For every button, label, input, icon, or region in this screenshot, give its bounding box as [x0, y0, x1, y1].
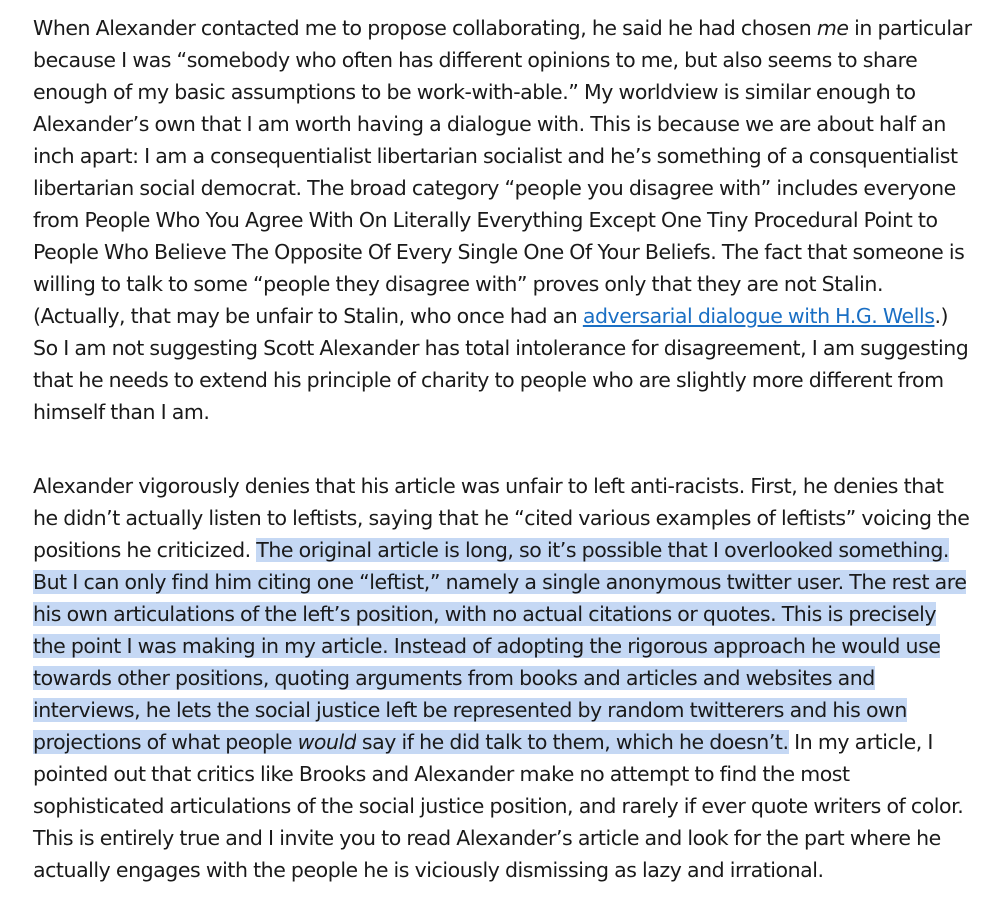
paragraph-text: in particular because I was “somebody who often has different opinions to me, but also seems to share enough of my basic assumptions to be work-with-able.” My worldview is similar enough to Alexander’s own that I am worth having a dialogue with. This is because we are about half an inch apart: I am a consequentialist libertarian socialist and he’s something of a consquentialist libertarian social democrat. The broad category “people you disagree with” includes everyone from People Who You Agree With On Literally Everything Except One Tiny Procedural Point to People Who Believe The Opposite Of Every Single One Of Your Beliefs. The fact that someone is willing to talk to some “people they disagree with” proves only that they are not Stalin. (Actually, that may be unfair to Stalin, who once had an [33, 16, 972, 328]
paragraph-text: .) So I am not suggesting Scott Alexander has total intolerance for disagreement, I am suggesting that he needs to extend his principle of charity to people who are slightly more different from himself than I am. [33, 304, 969, 424]
selected-text[interactable]: The original article is long, so it’s possible that I overlooked something. But I can only find him citing one “leftist,” namely a single anonymous twitter user. The rest are his own articulations of the left’s position, with no actual citations or quotes. This is precisely the point I was making in my article. Instead of adopting the rigorous approach he would use towards other positions, quoting arguments from books and articles and websites and interviews, he lets the social justice left be represented by random twitterers and his own projections of what people [33, 538, 967, 754]
selected-emphasis-text[interactable]: would [297, 730, 357, 754]
paragraph-text: Alexander vigorously denies that his article was unfair to left anti-racists. First, he denies that he didn’t actually listen to leftists, saying that he “cited various examples of leftists” voicing the positions he criticized. [33, 474, 970, 562]
emphasis-text: me [816, 16, 849, 40]
article-body [33, 12, 973, 886]
paragraph-collaboration [33, 12, 973, 428]
selected-text[interactable]: say if he did talk to them, which he doesn’t. [356, 730, 789, 754]
paragraph-text: When Alexander contacted me to propose collaborating, he said he had chosen [33, 16, 817, 40]
paragraph-text: In my article, I pointed out that critics like Brooks and Alexander make no attempt to find the most sophisticated articulations of the social justice position, and rarely if ever quote writers of color. This is entirely true and I invite you to read Alexander’s article and look for the part where he actually engages with the people he is viciously dismissing as lazy and irrational. [33, 730, 964, 882]
stalin-wells-dialogue-link[interactable]: adversarial dialogue with H.G. Wells [582, 304, 935, 328]
paragraph-anti-racists [33, 470, 973, 886]
